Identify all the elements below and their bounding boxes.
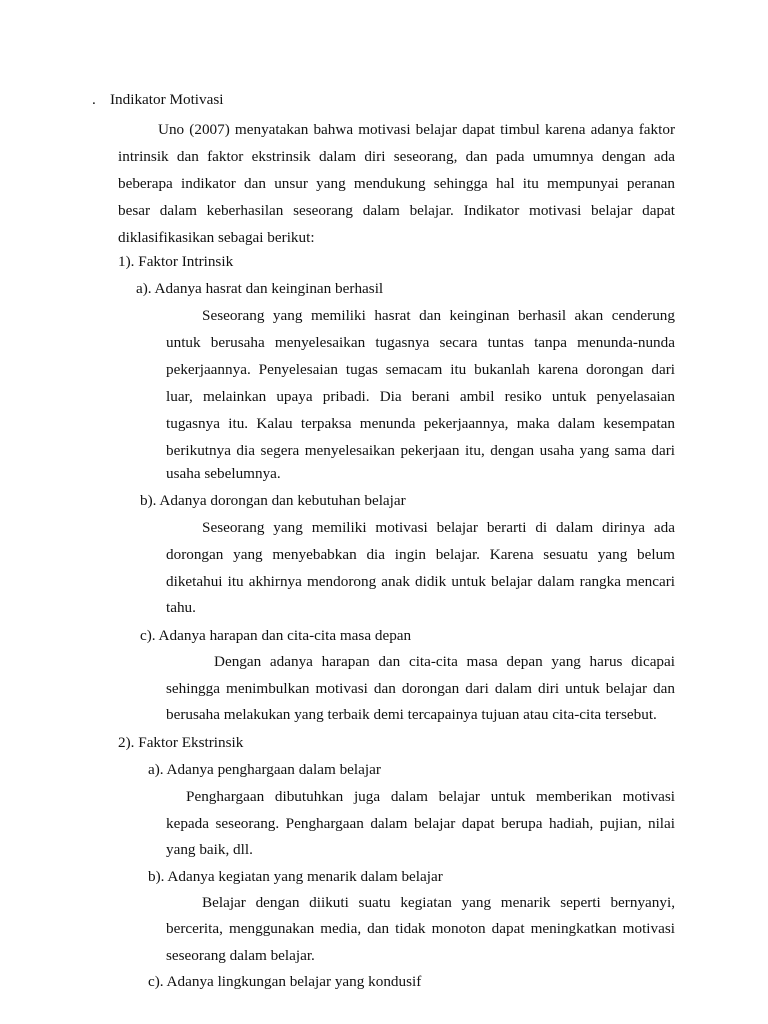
paragraph-line: tugasnya itu. Kalau terpaksa menunda pekerjaannya, maka dalam kesempatan <box>166 415 675 432</box>
heading-marker: . <box>92 91 96 108</box>
paragraph-line: besar dalam keberhasilan seseorang dalam belajar. Indikator motivasi belajar dapat <box>118 202 675 219</box>
paragraph-line: diklasifikasikan sebagai berikut: <box>118 229 315 246</box>
paragraph-line: berikutnya dia segera menyelesaikan pekerjaan itu, dengan usaha yang sama dari <box>166 442 675 459</box>
paragraph-line: intrinsik dan faktor ekstrinsik dalam diri seseorang, dan pada umumnya dengan ada <box>118 148 675 165</box>
heading-title: Indikator Motivasi <box>110 91 224 108</box>
paragraph-line: sehingga menimbulkan motivasi dan dorongan dari dalam diri untuk belajar dan <box>166 680 675 697</box>
paragraph-line: untuk berusaha menyelesaikan tugasnya secara tuntas tanpa menunda-nunda <box>166 334 675 351</box>
item-title: a). Adanya penghargaan dalam belajar <box>148 761 381 778</box>
paragraph-line: yang baik, dll. <box>166 841 253 858</box>
paragraph-line: Penghargaan dibutuhkan juga dalam belajar untuk memberikan motivasi <box>186 788 675 805</box>
paragraph-line: tahu. <box>166 599 196 616</box>
paragraph-line: Seseorang yang memiliki motivasi belajar berarti di dalam dirinya ada <box>202 519 675 536</box>
paragraph-line: seseorang dalam belajar. <box>166 947 315 964</box>
paragraph-line: luar, melainkan upaya pribadi. Dia berani ambil resiko untuk penyelasaian <box>166 388 675 405</box>
paragraph-line: pekerjaannya. Penyelesaian tugas semacam itu bukanlah karena dorongan dari <box>166 361 675 378</box>
paragraph-line: usaha sebelumnya. <box>166 465 281 482</box>
item-title: b). Adanya dorongan dan kebutuhan belajar <box>140 492 406 509</box>
paragraph-line: Belajar dengan diikuti suatu kegiatan yang menarik seperti bernyanyi, <box>202 894 675 911</box>
paragraph-line: beberapa indikator dan unsur yang mendukung sehingga hal itu mempunyai peranan <box>118 175 675 192</box>
item-title: c). Adanya lingkungan belajar yang kondusif <box>148 973 422 990</box>
paragraph-line: diketahui itu akhirnya mendorong anak didik untuk belajar dalam rangka mencari <box>166 573 675 590</box>
item-title: a). Adanya hasrat dan keinginan berhasil <box>136 280 384 297</box>
item-title: c). Adanya harapan dan cita-cita masa depan <box>140 627 412 644</box>
paragraph-line: Uno (2007) menyatakan bahwa motivasi belajar dapat timbul karena adanya faktor <box>158 121 675 138</box>
paragraph-line: Dengan adanya harapan dan cita-cita masa depan yang harus dicapai <box>214 653 675 670</box>
section-title: 2). Faktor Ekstrinsik <box>118 734 244 751</box>
paragraph-line: bercerita, menggunakan media, dan tidak monoton dapat meningkatkan motivasi <box>166 920 675 937</box>
paragraph-line: dorongan yang menyebabkan dia ingin belajar. Karena sesuatu yang belum <box>166 546 675 563</box>
paragraph-line: kepada seseorang. Penghargaan dalam belajar dapat berupa hadiah, pujian, nilai <box>166 815 675 832</box>
paragraph-line: berusaha melakukan yang terbaik demi tercapainya tujuan atau cita-cita tersebut. <box>166 706 657 723</box>
item-title: b). Adanya kegiatan yang menarik dalam belajar <box>148 868 443 885</box>
paragraph-line: Seseorang yang memiliki hasrat dan keinginan berhasil akan cenderung <box>202 307 675 324</box>
section-title: 1). Faktor Intrinsik <box>118 253 234 270</box>
